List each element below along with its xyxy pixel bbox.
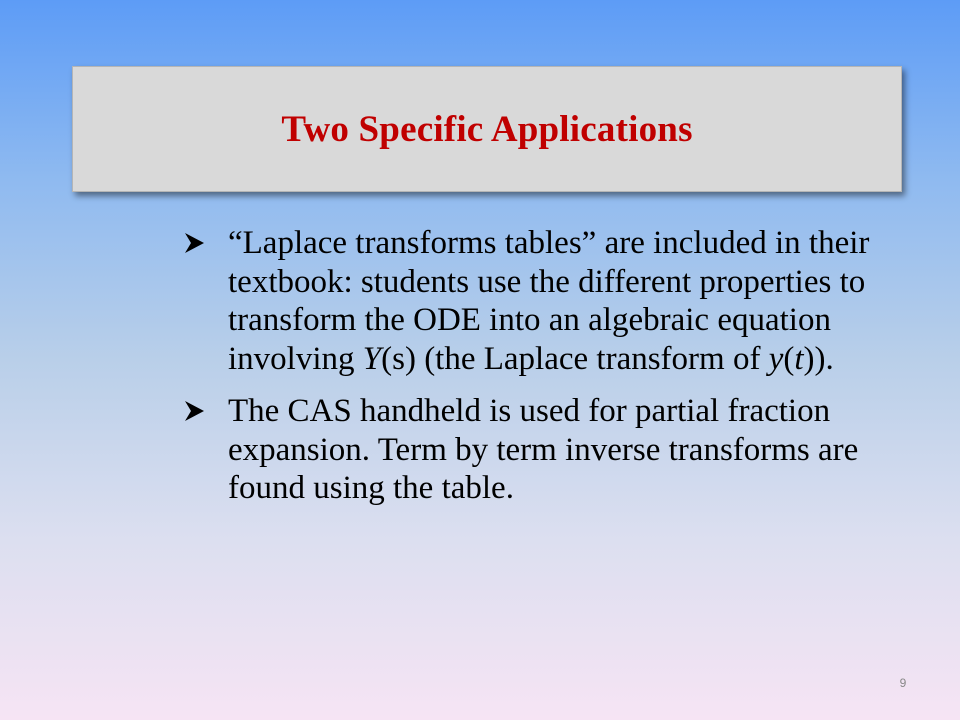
- bullet-item: [183, 392, 903, 508]
- text-run: (: [783, 340, 795, 377]
- bullet-item: [183, 224, 903, 378]
- text-run: )).: [803, 340, 834, 377]
- slide-title: Two Specific Applications: [281, 108, 693, 150]
- bullet-text: [228, 224, 903, 378]
- italic-run: t: [794, 340, 804, 377]
- page-number: 9: [899, 676, 907, 690]
- text-run: (s) (the Laplace transform of: [381, 340, 769, 377]
- text-run: “Laplace transforms tables” are included in their textbook: students use the different properties to transform the ODE into an algebraic equation involving: [228, 225, 870, 377]
- bullet-text: [228, 392, 903, 508]
- italic-run: y: [768, 340, 784, 377]
- italic-run: Y: [362, 340, 382, 377]
- arrowhead-bullet-icon: [183, 392, 228, 431]
- text-run: The CAS handheld is used for partial fraction expansion. Term by term inverse transforms are found using the table.: [228, 393, 859, 506]
- title-box: [72, 66, 902, 192]
- arrowhead-bullet-icon: [183, 224, 228, 263]
- bullet-list: [183, 224, 903, 508]
